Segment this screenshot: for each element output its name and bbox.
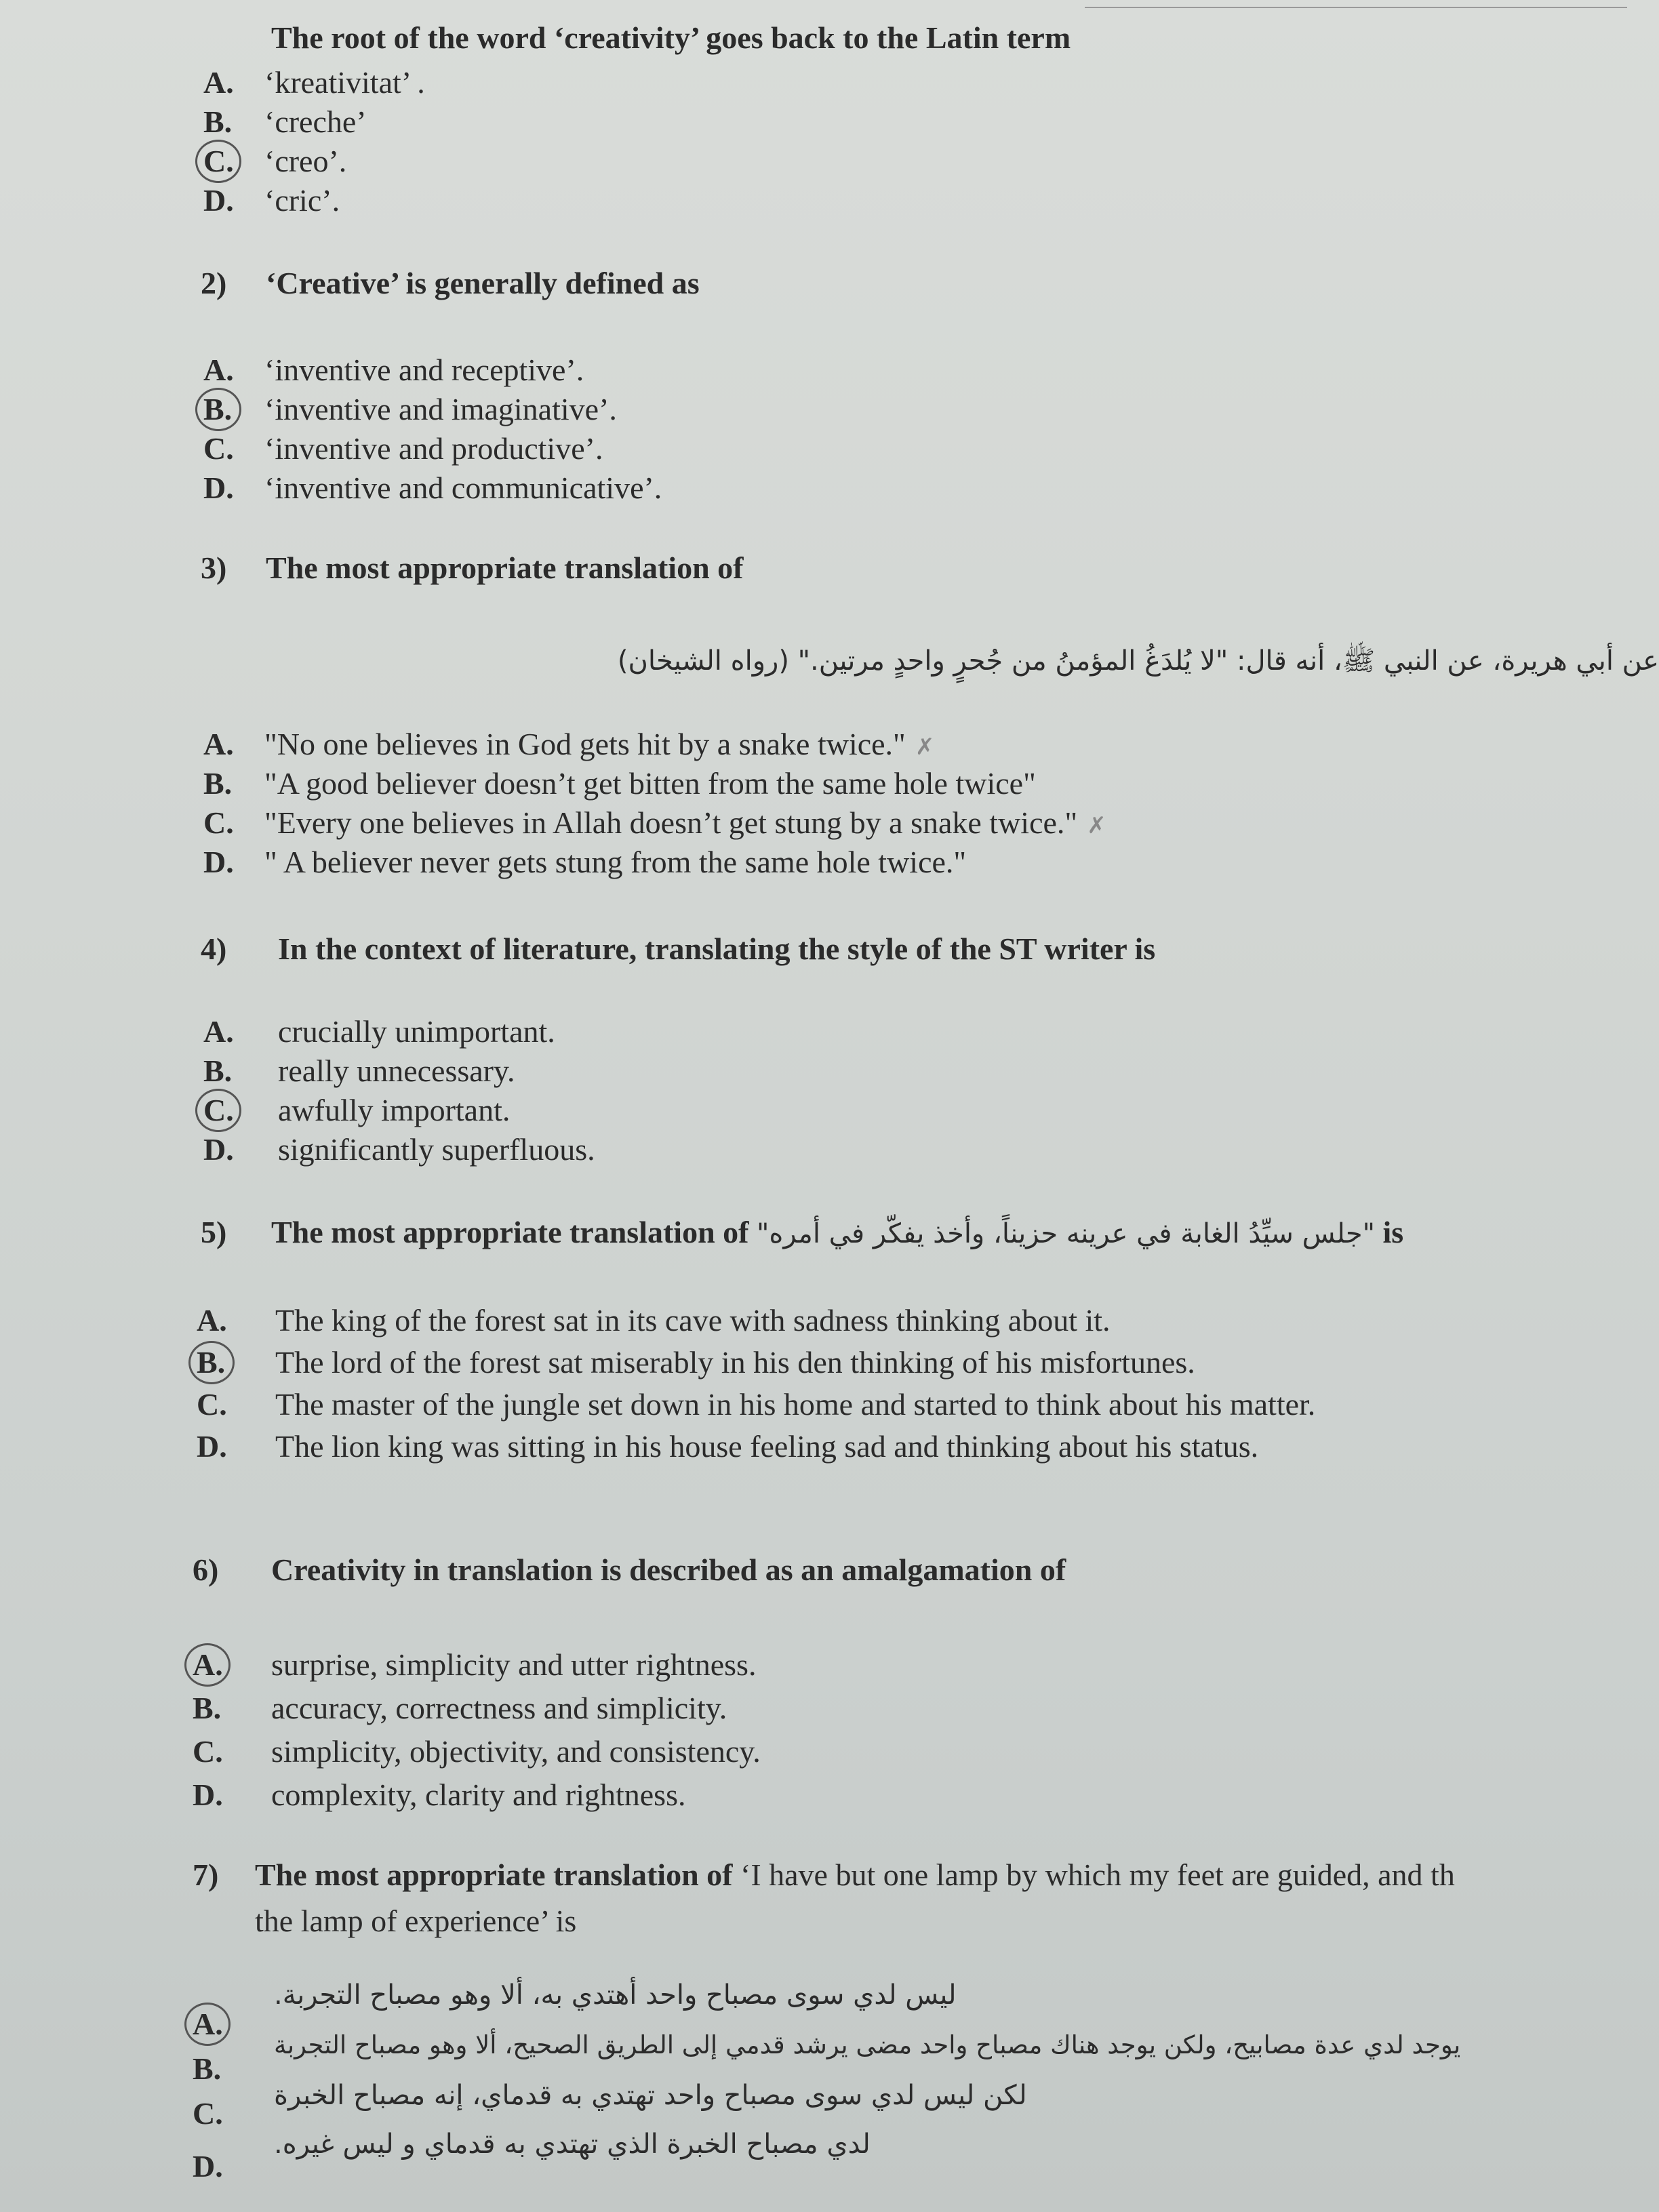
q4-option-d: D. significantly superfluous. — [203, 1132, 595, 1167]
q2-option-d: D. ‘inventive and communicative’. — [203, 470, 662, 505]
q3-option-d: D. " A believer never gets stung from the same hole twice." — [203, 845, 967, 879]
q1-option-c: C. ‘creo’. — [203, 144, 347, 178]
q4-option-a: A. crucially unimportant. — [203, 1014, 555, 1049]
q5-option-d: D. The lion king was sitting in his house feeling sad and thinking about his status. — [197, 1429, 1259, 1464]
q1-option-d: D. ‘cric’. — [203, 183, 340, 218]
question-7-stem-line2: the lamp of experience’ is — [255, 1904, 577, 1938]
q5-option-a: A. The king of the forest sat in its cave with sadness thinking about it. — [197, 1303, 1111, 1338]
question-2-stem: 2) ‘Creative’ is generally defined as — [201, 266, 700, 300]
question-3-stem: 3) The most appropriate translation of — [201, 550, 744, 585]
q4-option-b: B. really unnecessary. — [203, 1053, 515, 1088]
q2-option-c: C. ‘inventive and productive’. — [203, 431, 603, 466]
question-7-stem: 7) The most appropriate translation of ‘I have but one lamp by which my feet are guided, and th — [193, 1857, 1455, 1892]
q2-option-b: B. ‘inventive and imaginative’. — [203, 392, 617, 426]
question-6-stem: 6) Creativity in translation is described as an amalgamation of — [193, 1552, 1066, 1587]
q3-arabic-text: عن أبي هريرة، عن النبي ﷺ، أنه قال: "لا يُلدَغُ المؤمنُ من جُحرٍ واحدٍ مرتين." (رواه الشيخان) — [617, 645, 1659, 677]
cross-mark-icon: ✗ — [1087, 813, 1106, 839]
q7-option-b: B. يوجد لدي عدة مصابيح، ولكن يوجد هناك مصباح واحد مضى يرشد قدمي إلى الطريق الصحيح، ألا وهو مصباح التجربة — [193, 2030, 1461, 2086]
header-rule — [1085, 7, 1627, 8]
q5-arabic-text: "جلس سيِّدُ الغابة في عرينه حزيناً، وأخذ يفكّر في أمره" — [757, 1218, 1375, 1249]
question-4-stem: 4) In the context of literature, translating the style of the ST writer is — [201, 931, 1156, 966]
q1-option-b: B. ‘creche’ — [203, 104, 367, 139]
q5-option-c: C. The master of the jungle set down in his home and started to think about his matter. — [197, 1387, 1316, 1422]
question-5-stem: 5) The most appropriate translation of "جلس سيِّدُ الغابة في عرينه حزيناً، وأخذ يفكّر في أمره" is — [201, 1215, 1404, 1249]
q1-option-a: A. ‘kreativitat’ . — [203, 65, 425, 100]
q3-option-b: B. "A good believer doesn’t get bitten from the same hole twice" — [203, 766, 1036, 801]
q3-option-a: A. "No one believes in God gets hit by a snake twice." ✗ — [203, 727, 935, 761]
question-1-stem: The root of the word ‘creativity’ goes back to the Latin term — [271, 20, 1071, 55]
q7-option-a: A. ليس لدي سوى مصباح واحد أهتدي به، ألا وهو مصباح التجربة. — [193, 1979, 957, 2041]
q4-option-c: C. awfully important. — [203, 1093, 511, 1127]
q2-option-a: A. ‘inventive and receptive’. — [203, 353, 584, 387]
q6-option-b: B. accuracy, correctness and simplicity. — [193, 1691, 727, 1725]
q7-option-d: D. لدي مصباح الخبرة الذي تهتدي به قدماي و ليس غيره. — [193, 2129, 871, 2184]
q5-option-b: B. The lord of the forest sat miserably in his den thinking of his misfortunes. — [197, 1345, 1195, 1380]
q6-option-a: A. surprise, simplicity and utter rightness. — [193, 1647, 757, 1682]
q7-option-c: C. لكن ليس لدي سوى مصباح واحد تهتدي به قدماي، إنه مصباح الخبرة — [193, 2080, 1027, 2131]
q6-option-c: C. simplicity, objectivity, and consistency. — [193, 1734, 761, 1769]
q6-option-d: D. complexity, clarity and rightness. — [193, 1777, 686, 1812]
q3-option-c: C. "Every one believes in Allah doesn’t get stung by a snake twice." ✗ — [203, 805, 1106, 840]
cross-mark-icon: ✗ — [915, 735, 935, 760]
